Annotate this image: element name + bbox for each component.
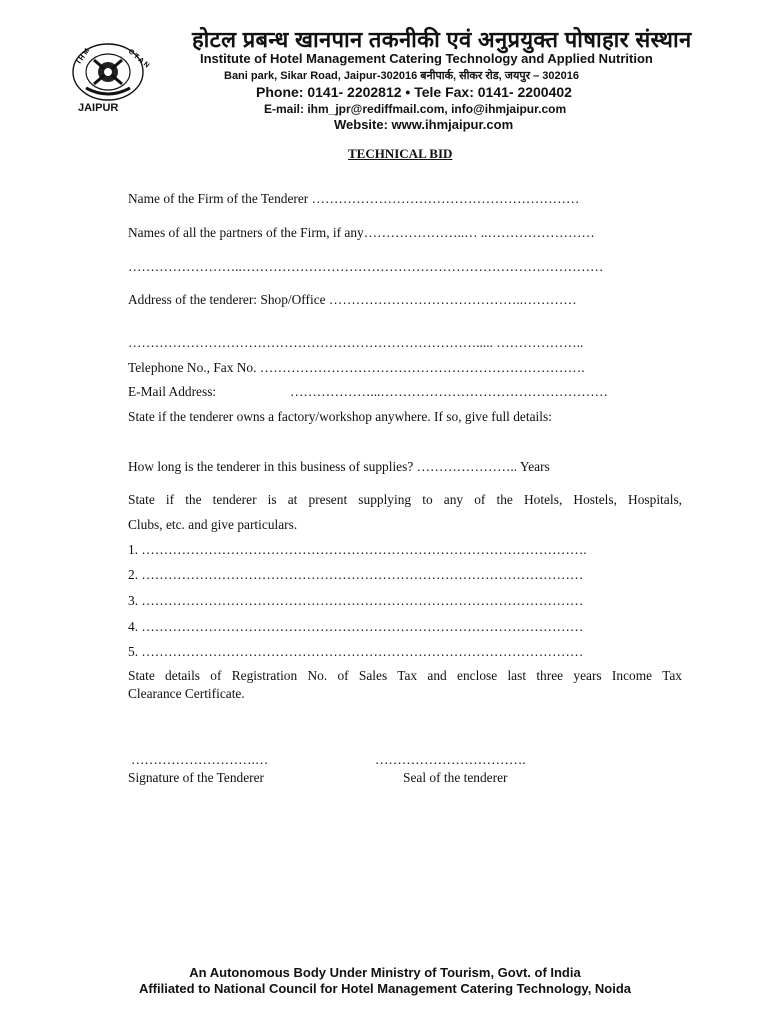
footer-line1: An Autonomous Body Under Ministry of Tourism, Govt. of India [189,965,581,980]
partners-field-continued: ……………………..……………………………………………………………………… [128,259,604,274]
particulars-item-3: 3. ……………………………………………………………………………………… [128,593,584,608]
website-line: Website: www.ihmjaipur.com [334,117,514,132]
registration-line1: State details of Registration No. of Sales Tax and enclose last three years Income Tax [128,668,682,683]
email-field-dots: ………………...…………………………………………… [290,384,609,399]
particulars-item-2: 2. ……………………………………………………………………………………… [128,567,584,582]
signature-dots: ……………………….… [131,752,269,767]
seal-dots: ……………………………. [375,752,526,767]
registration-line2: Clearance Certificate. [128,686,245,701]
address-field-continued: ……………………………………………………………………..... ……………….. [128,335,584,350]
seal-label: Seal of the tenderer [403,770,508,785]
svg-text:C T A N: C T A N [126,48,151,70]
business-duration-field: How long is the tenderer in this business of supplies? ………………….. Years [128,459,550,474]
institute-name: Institute of Hotel Management Catering Technology and Applied Nutrition [200,51,653,66]
footer-line2: Affiliated to National Council for Hotel Management Catering Technology, Noida [138,981,632,996]
supplying-question-line2: Clubs, etc. and give particulars. [128,517,298,532]
email-field-label: E-Mail Address: [128,384,217,399]
partners-field: Names of all the partners of the Firm, if any…………………..… ..…………………… [128,225,595,240]
supplying-question-line1: State if the tenderer is at present supplying to any of the Hotels, Hostels, Hospitals, [128,492,682,507]
hindi-institute-title: होटल प्रबन्ध खानपान तकनीकी एवं अनुप्रयुक्त पोषाहार संस्थान [192,27,692,52]
logo-caption: JAIPUR [78,102,119,114]
factory-question: State if the tenderer owns a factory/workshop anywhere. If so, give full details: [128,409,552,424]
email-line: E-mail: ihm_jpr@rediffmail.com, info@ihmjaipur.com [264,102,567,116]
particulars-item-1: 1. ………………………………………………………………………………………. [128,542,587,557]
particulars-item-5: 5. ……………………………………………………………………………………… [128,644,584,659]
ihm-logo [64,40,166,118]
document-title: TECHNICAL BID [348,146,453,161]
particulars-item-4: 4. ……………………………………………………………………………………… [128,619,584,634]
phone-line: Phone: 0141- 2202812 • Tele Fax: 0141- 2200402 [256,84,572,100]
signature-label: Signature of the Tenderer [128,770,265,785]
address-field: Address of the tenderer: Shop/Office ……………………………………..………… [128,292,577,307]
telephone-field: Telephone No., Fax No. ………………………………………………………………. [128,360,585,375]
firm-name-field: Name of the Firm of the Tenderer …………………………………………………… [128,191,580,206]
svg-text:I H M: I H M [75,47,92,66]
institute-address: Bani park, Sikar Road, Jaipur-302016 बनीपार्क, सीकर रोड, जयपुर – 302016 [224,70,580,82]
